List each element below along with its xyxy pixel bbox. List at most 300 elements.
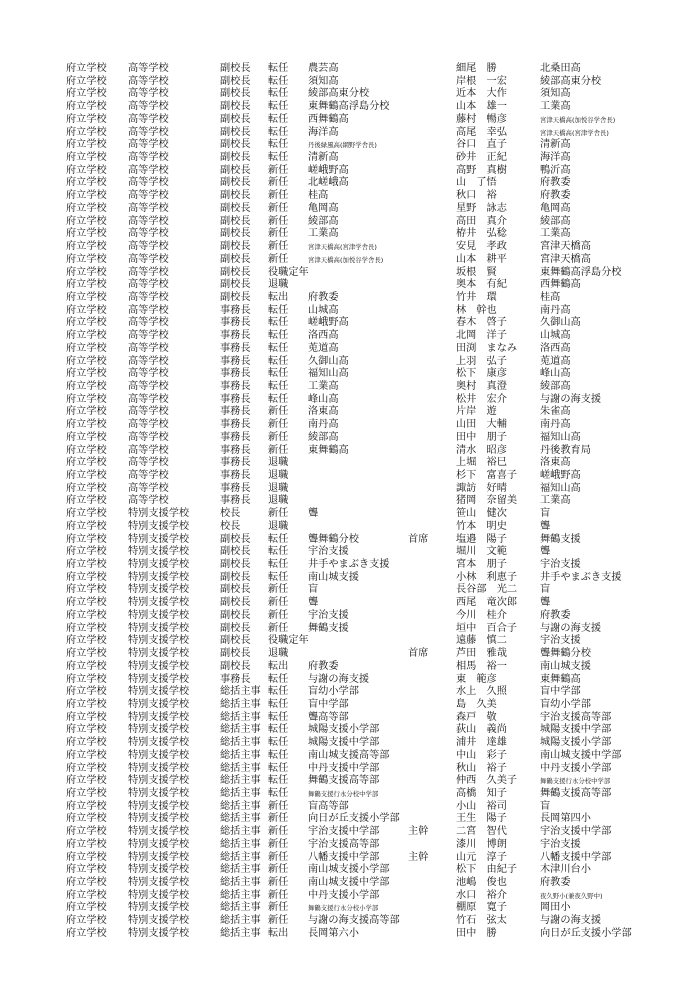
previous-post-cell: 宇治支援 [308, 546, 349, 558]
person-name-cell: 山田 大輔 [456, 419, 507, 431]
person-name-cell: 王生 陽子 [456, 813, 507, 825]
table-row [66, 635, 686, 648]
table-row [66, 267, 686, 280]
transfer-kind-cell: 転任 [268, 88, 289, 100]
table-row [66, 127, 686, 140]
table-row [66, 597, 686, 610]
new-post-cell: 朱雀高 [540, 406, 571, 418]
school-level-cell: 特別支援学校 [128, 737, 190, 749]
position-cell: 副校長 [220, 164, 251, 176]
table-row [66, 419, 686, 432]
school-level-cell: 高等学校 [128, 101, 169, 113]
position-cell: 副校長 [220, 571, 251, 583]
table-row [66, 826, 686, 839]
school-type-cell: 府立学校 [66, 864, 107, 876]
new-post-cell: 洛西高 [540, 342, 571, 354]
position-cell: 副校長 [220, 190, 251, 202]
person-name-cell: 星野 詠志 [456, 202, 507, 214]
person-name-cell: 細尾 勝 [456, 63, 497, 74]
position-cell: 事務長 [220, 368, 251, 380]
transfer-kind-cell: 転任 [268, 113, 289, 125]
school-type-cell: 府立学校 [66, 597, 107, 609]
school-type-cell: 府立学校 [66, 495, 107, 507]
person-name-cell: 小山 裕司 [456, 800, 507, 812]
new-post-cell: 丹後教育局 [540, 444, 591, 456]
transfer-kind-cell: 転任 [268, 139, 289, 151]
position-cell: 事務長 [220, 406, 251, 418]
person-name-cell: 島 久美 [456, 698, 497, 710]
transfer-kind-cell: 転任 [268, 698, 289, 710]
school-level-cell: 高等学校 [128, 393, 169, 405]
person-name-cell: 松井 宏介 [456, 393, 507, 405]
position-cell: 副校長 [220, 101, 251, 113]
new-post-cell: 府教委 [540, 877, 571, 888]
new-post-cell: 府教委 [540, 609, 571, 621]
previous-post-cell: 南山城支援小学部 [308, 864, 390, 876]
position-cell: 副校長 [220, 215, 251, 227]
school-level-cell: 特別支援学校 [128, 838, 190, 850]
school-level-cell: 高等学校 [128, 406, 169, 418]
position-cell: 事務長 [220, 304, 251, 316]
table-row [66, 839, 686, 852]
school-type-cell: 府立学校 [66, 902, 107, 914]
transfer-kind-cell: 転任 [268, 724, 289, 736]
transfer-kind-cell: 退職 [268, 470, 289, 481]
school-type-cell: 府立学校 [66, 380, 107, 392]
previous-post-cell: 清新高 [308, 152, 339, 164]
position-cell: 総括主事 [220, 877, 261, 888]
school-level-cell: 高等学校 [128, 355, 169, 367]
position-cell: 副校長 [220, 279, 251, 291]
position-cell: 副校長 [220, 228, 251, 240]
table-row [66, 228, 686, 241]
table-row [66, 737, 686, 750]
new-post-cell: 洛東高 [540, 457, 571, 469]
previous-post-cell: 須知高 [308, 75, 339, 87]
table-row [66, 483, 686, 496]
school-level-cell: 高等学校 [128, 482, 169, 494]
table-row [66, 801, 686, 814]
transfer-kind-cell: 退職 [268, 482, 289, 494]
school-level-cell: 高等学校 [128, 215, 169, 227]
previous-post-cell: 井手やまぶき支援 [308, 559, 390, 571]
position-cell: 総括主事 [220, 698, 261, 710]
school-type-cell: 府立学校 [66, 800, 107, 812]
person-name-cell: 小林 利恵子 [456, 571, 518, 583]
school-type-cell: 府立学校 [66, 330, 107, 342]
new-post-cell: 南丹高 [540, 304, 571, 316]
position-cell: 事務長 [220, 355, 251, 367]
previous-post-cell: 舞鶴支援高等部 [308, 775, 380, 787]
school-level-cell: 高等学校 [128, 228, 169, 240]
school-level-cell: 特別支援学校 [128, 609, 190, 621]
school-type-cell: 府立学校 [66, 152, 107, 164]
position-cell: 副校長 [220, 597, 251, 609]
transfer-kind-cell: 転任 [268, 368, 289, 380]
person-name-cell: 砂井 正紀 [456, 152, 507, 164]
position-cell: 総括主事 [220, 889, 261, 901]
transfer-kind-cell: 新任 [268, 902, 289, 914]
previous-post-cell: 久御山高 [308, 355, 349, 367]
school-level-cell: 特別支援学校 [128, 648, 190, 660]
person-name-cell: 近本 大作 [456, 88, 507, 100]
school-level-cell: 高等学校 [128, 419, 169, 431]
table-row [66, 724, 686, 737]
new-post-cell: 与謝の海支援 [540, 393, 602, 405]
school-level-cell: 特別支援学校 [128, 902, 190, 914]
table-row [66, 750, 686, 763]
table-row [66, 114, 686, 127]
person-name-cell: 上堀 裕巳 [456, 457, 507, 469]
person-name-cell: 安見 孝政 [456, 241, 507, 253]
person-name-cell: 岸根 一宏 [456, 75, 507, 87]
transfer-kind-cell: 転任 [268, 330, 289, 342]
school-level-cell: 特別支援学校 [128, 520, 190, 532]
new-post-cell: 宇治支援中学部 [540, 826, 612, 838]
new-post-cell: 夜久野小(兼夜久野中) [540, 891, 603, 900]
school-type-cell: 府立学校 [66, 889, 107, 901]
new-post-cell: 西舞鶴高 [540, 279, 581, 291]
school-type-cell: 府立学校 [66, 457, 107, 469]
new-post-cell: 峰山高 [540, 368, 571, 380]
person-name-cell: 仲西 久美子 [456, 775, 518, 787]
school-level-cell: 高等学校 [128, 457, 169, 469]
table-row [66, 317, 686, 330]
transfer-kind-cell: 転任 [268, 711, 289, 723]
person-name-cell: 水上 久照 [456, 686, 507, 698]
person-name-cell: 垣中 百合子 [456, 622, 518, 634]
new-post-cell: 宇治支援高等部 [540, 711, 612, 723]
table-row [66, 775, 686, 788]
school-type-cell: 府立学校 [66, 724, 107, 736]
school-level-cell: 特別支援学校 [128, 749, 190, 761]
table-row [66, 610, 686, 623]
person-name-cell: 奥本 有紀 [456, 279, 507, 291]
previous-post-cell: 丹後緑風高(網野学舎長) [308, 141, 377, 150]
new-post-cell: 宮津天橋高 [540, 241, 591, 253]
school-level-cell: 高等学校 [128, 113, 169, 125]
school-type-cell: 府立学校 [66, 520, 107, 532]
transfer-kind-cell: 新任 [268, 406, 289, 418]
previous-post-cell: 綾部高東分校 [308, 88, 370, 100]
transfer-kind-cell: 転任 [268, 737, 289, 749]
table-row [66, 203, 686, 216]
school-level-cell: 高等学校 [128, 241, 169, 253]
position-cell: 総括主事 [220, 813, 261, 825]
school-level-cell: 高等学校 [128, 202, 169, 214]
personnel-list [66, 63, 686, 941]
school-type-cell: 府立学校 [66, 571, 107, 583]
transfer-kind-cell: 転出 [268, 660, 289, 672]
previous-post-cell: 聾 [308, 597, 319, 609]
table-row [66, 445, 686, 458]
person-name-cell: 栫井 弘稔 [456, 228, 507, 240]
new-post-cell: 福知山高 [540, 482, 581, 494]
previous-post-cell: 府教委 [308, 660, 339, 672]
school-level-cell: 特別支援学校 [128, 673, 190, 685]
new-post-cell: 府教委 [540, 190, 571, 202]
person-name-cell: 中山 彩子 [456, 749, 507, 761]
person-name-cell: 奥村 真澄 [456, 380, 507, 392]
table-row [66, 813, 686, 826]
school-level-cell: 特別支援学校 [128, 635, 190, 647]
school-type-cell: 府立学校 [66, 648, 107, 660]
new-post-cell: 盲 [540, 584, 551, 596]
school-type-cell: 府立学校 [66, 241, 107, 253]
position-cell: 事務長 [220, 393, 251, 405]
school-level-cell: 特別支援学校 [128, 889, 190, 901]
table-row [66, 292, 686, 305]
person-name-cell: 笹山 健次 [456, 508, 507, 520]
person-name-cell: 竹本 明史 [456, 520, 507, 532]
position-cell: 副校長 [220, 266, 251, 278]
previous-post-cell: 南山城支援中学部 [308, 877, 390, 888]
person-name-cell: 西尾 竜次郎 [456, 597, 518, 609]
position-cell: 副校長 [220, 253, 251, 265]
new-post-cell: 福知山高 [540, 431, 581, 443]
person-name-cell: 浦井 達雄 [456, 737, 507, 749]
table-row [66, 915, 686, 928]
position-cell: 副校長 [220, 648, 251, 660]
person-name-cell: 塩邉 陽子 [456, 533, 507, 545]
person-name-cell: 竹石 弦太 [456, 915, 507, 927]
position-cell: 総括主事 [220, 775, 261, 787]
table-row [66, 788, 686, 801]
school-type-cell: 府立学校 [66, 279, 107, 291]
table-row [66, 495, 686, 508]
school-type-cell: 府立学校 [66, 559, 107, 571]
school-level-cell: 高等学校 [128, 317, 169, 329]
new-post-cell: 工業高 [540, 228, 571, 240]
person-name-cell: 棚原 寛子 [456, 902, 507, 914]
school-level-cell: 高等学校 [128, 75, 169, 87]
transfer-kind-cell: 新任 [268, 915, 289, 927]
previous-post-cell: 宇治支援 [308, 609, 349, 621]
school-level-cell: 特別支援学校 [128, 660, 190, 672]
school-level-cell: 高等学校 [128, 266, 169, 278]
new-post-cell: 与謝の海支援 [540, 915, 602, 927]
school-level-cell: 高等学校 [128, 495, 169, 507]
transfer-kind-cell: 新任 [268, 838, 289, 850]
school-type-cell: 府立学校 [66, 737, 107, 749]
rank-cell: 首席 [408, 648, 429, 660]
transfer-kind-cell: 転任 [268, 393, 289, 405]
new-post-cell: 宮津天橋高 [540, 253, 591, 265]
transfer-kind-cell: 転任 [268, 152, 289, 164]
school-level-cell: 高等学校 [128, 431, 169, 443]
new-post-cell: 岡田小 [540, 902, 571, 914]
previous-post-cell: 綾部高 [308, 431, 339, 443]
school-type-cell: 府立学校 [66, 368, 107, 380]
transfer-kind-cell: 新任 [268, 164, 289, 176]
school-level-cell: 特別支援学校 [128, 813, 190, 825]
previous-post-cell: 聾 [308, 508, 319, 520]
school-type-cell: 府立学校 [66, 393, 107, 405]
transfer-kind-cell: 新任 [268, 190, 289, 202]
rank-cell: 主幹 [408, 826, 429, 838]
school-level-cell: 特別支援学校 [128, 851, 190, 863]
table-row [66, 572, 686, 585]
position-cell: 副校長 [220, 126, 251, 138]
position-cell: 事務長 [220, 482, 251, 494]
transfer-kind-cell: 新任 [268, 877, 289, 888]
new-post-cell: 鴨沂高 [540, 164, 571, 176]
school-level-cell: 特別支援学校 [128, 508, 190, 520]
school-level-cell: 特別支援学校 [128, 826, 190, 838]
school-type-cell: 府立学校 [66, 228, 107, 240]
new-post-cell: 長岡第四小 [540, 813, 591, 825]
school-type-cell: 府立学校 [66, 63, 107, 74]
previous-post-cell: 盲中学部 [308, 698, 349, 710]
previous-post-cell: 宮津天橋高(加悦谷学舎長) [308, 255, 384, 264]
table-row [66, 902, 686, 915]
table-row [66, 177, 686, 190]
transfer-kind-cell: 新任 [268, 177, 289, 189]
school-type-cell: 府立学校 [66, 304, 107, 316]
position-cell: 事務長 [220, 317, 251, 329]
position-cell: 事務長 [220, 457, 251, 469]
school-type-cell: 府立学校 [66, 673, 107, 685]
previous-post-cell: 府教委 [308, 291, 339, 303]
person-name-cell: 藤村 暢彦 [456, 113, 507, 125]
position-cell: 総括主事 [220, 826, 261, 838]
transfer-kind-cell: 転任 [268, 126, 289, 138]
school-level-cell: 高等学校 [128, 164, 169, 176]
transfer-kind-cell: 転任 [268, 380, 289, 392]
transfer-kind-cell: 新任 [268, 584, 289, 596]
new-post-cell: 盲 [540, 508, 551, 520]
table-row [66, 279, 686, 292]
school-type-cell: 府立学校 [66, 291, 107, 303]
school-type-cell: 府立学校 [66, 215, 107, 227]
school-type-cell: 府立学校 [66, 75, 107, 87]
previous-post-cell: 工業高 [308, 228, 339, 240]
person-name-cell: 田中 勝 [456, 927, 497, 939]
table-row [66, 139, 686, 152]
school-type-cell: 府立学校 [66, 202, 107, 214]
person-name-cell: 上羽 弘子 [456, 355, 507, 367]
transfer-kind-cell: 転任 [268, 355, 289, 367]
position-cell: 副校長 [220, 241, 251, 253]
school-type-cell: 府立学校 [66, 113, 107, 125]
school-level-cell: 特別支援学校 [128, 787, 190, 799]
position-cell: 事務長 [220, 431, 251, 443]
school-type-cell: 府立学校 [66, 698, 107, 710]
previous-post-cell: 海洋高 [308, 126, 339, 138]
table-row [66, 674, 686, 687]
school-level-cell: 特別支援学校 [128, 686, 190, 698]
school-type-cell: 府立学校 [66, 266, 107, 278]
previous-post-cell: 綾部高 [308, 215, 339, 227]
transfer-kind-cell: 役職定年 [268, 635, 309, 647]
table-row [66, 712, 686, 725]
school-type-cell: 府立学校 [66, 444, 107, 456]
table-row [66, 216, 686, 229]
new-post-cell: 工業高 [540, 495, 571, 507]
new-post-cell: 南山城支援 [540, 660, 591, 672]
school-level-cell: 特別支援学校 [128, 927, 190, 939]
position-cell: 事務長 [220, 495, 251, 507]
school-type-cell: 府立学校 [66, 508, 107, 520]
person-name-cell: 高田 真介 [456, 215, 507, 227]
previous-post-cell: 峰山高 [308, 393, 339, 405]
position-cell: 副校長 [220, 559, 251, 571]
school-level-cell: 高等学校 [128, 304, 169, 316]
transfer-kind-cell: 新任 [268, 508, 289, 520]
position-cell: 総括主事 [220, 902, 261, 914]
person-name-cell: 秋口 裕 [456, 190, 497, 202]
table-row [66, 381, 686, 394]
school-type-cell: 府立学校 [66, 88, 107, 100]
table-row [66, 305, 686, 318]
position-cell: 副校長 [220, 546, 251, 558]
position-cell: 事務長 [220, 470, 251, 481]
position-cell: 総括主事 [220, 749, 261, 761]
table-row [66, 254, 686, 267]
person-name-cell: 長谷部 光二 [456, 584, 518, 596]
school-level-cell: 特別支援学校 [128, 877, 190, 888]
school-type-cell: 府立学校 [66, 609, 107, 621]
previous-post-cell: 与謝の海支援高等部 [308, 915, 400, 927]
school-type-cell: 府立学校 [66, 482, 107, 494]
new-post-cell: 海洋高 [540, 152, 571, 164]
person-name-cell: 諏訪 好晴 [456, 482, 507, 494]
school-level-cell: 特別支援学校 [128, 762, 190, 774]
transfer-kind-cell: 新任 [268, 622, 289, 634]
transfer-kind-cell: 退職 [268, 279, 289, 291]
previous-post-cell: 舞鶴支援行永分校小学部 [308, 904, 379, 913]
previous-post-cell: 東舞鶴高浮島分校 [308, 101, 390, 113]
transfer-kind-cell: 退職 [268, 495, 289, 507]
previous-post-cell: 舞鶴支援 [308, 622, 349, 634]
previous-post-cell: 盲 [308, 584, 319, 596]
table-row [66, 394, 686, 407]
table-row [66, 457, 686, 470]
transfer-kind-cell: 転任 [268, 762, 289, 774]
person-name-cell: 高尾 幸弘 [456, 126, 507, 138]
person-name-cell: 水口 裕介 [456, 889, 507, 901]
new-post-cell: 舞鶴支援行永分校中学部 [540, 777, 611, 786]
transfer-kind-cell: 転任 [268, 749, 289, 761]
position-cell: 副校長 [220, 660, 251, 672]
transfer-kind-cell: 転任 [268, 75, 289, 87]
person-name-cell: 春木 啓子 [456, 317, 507, 329]
position-cell: 事務長 [220, 673, 251, 685]
position-cell: 総括主事 [220, 724, 261, 736]
person-name-cell: 芦田 雅哉 [456, 648, 507, 660]
person-name-cell: 宮本 朋子 [456, 559, 507, 571]
table-row [66, 356, 686, 369]
table-row [66, 368, 686, 381]
previous-post-cell: 南丹高 [308, 419, 339, 431]
person-name-cell: 池嶋 俊也 [456, 877, 507, 888]
previous-post-cell: 山城高 [308, 304, 339, 316]
previous-post-cell: 西舞鶴高 [308, 113, 349, 125]
previous-post-cell: 嵯峨野高 [308, 164, 349, 176]
school-type-cell: 府立学校 [66, 927, 107, 939]
table-row [66, 546, 686, 559]
person-name-cell: 今川 桂介 [456, 609, 507, 621]
school-level-cell: 高等学校 [128, 88, 169, 100]
new-post-cell: 莵道高 [540, 355, 571, 367]
school-type-cell: 府立学校 [66, 660, 107, 672]
new-post-cell: 府教委 [540, 177, 571, 189]
previous-post-cell: 聾舞鶴分校 [308, 533, 359, 545]
school-level-cell: 高等学校 [128, 470, 169, 481]
table-row [66, 165, 686, 178]
school-type-cell: 府立学校 [66, 139, 107, 151]
previous-post-cell: 桂高 [308, 190, 329, 202]
